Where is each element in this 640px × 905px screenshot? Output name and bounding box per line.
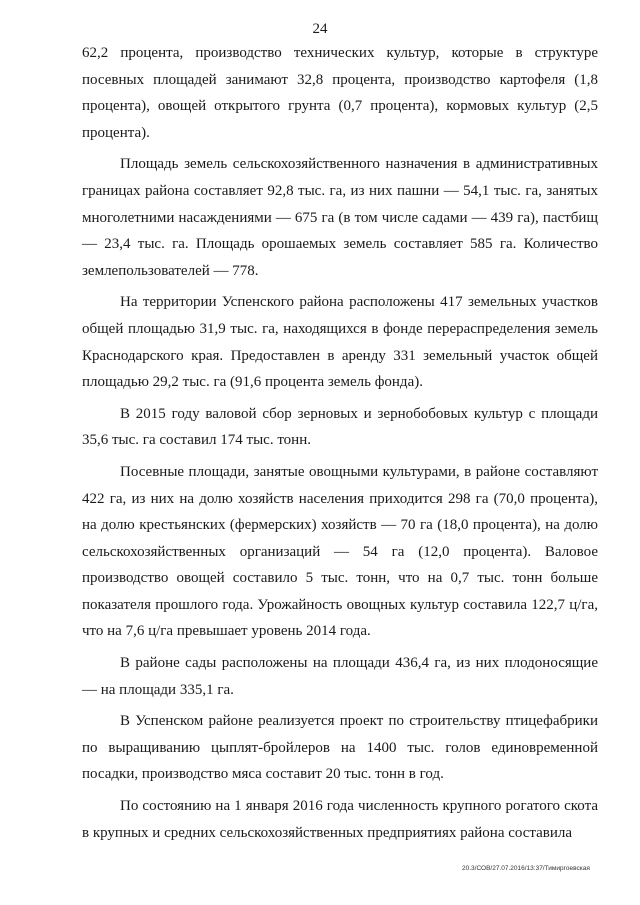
paragraph-grain-harvest: В 2015 году валовой сбор зерновых и зернобобовых культур с площади 35,6 тыс. га составил 174 тыс. тонн. xyxy=(82,405,598,449)
paragraph-poultry-project: В Успенском районе реализуется проект по строительству птицефабрики по выращиванию цыплят-бройлеров на 1400 тыс. голов единовременной посадки, производство мяса составит 20 тыс. тонн в год. xyxy=(82,713,598,783)
page-number: 24 xyxy=(312,21,328,37)
paragraph-vegetables: Посевные площади, занятые овощными культурами, в районе составляют 422 га, из них на долю хозяйств населения приходится 298 га (70,0 процента), на долю крестьянских (фермерских) хозяйств — 70 га (18,0 процента), на долю сельскохозяйственных организаций — 54 га (12,0 процента). Валовое производство овощей составило 5 тыс. тонн, что на 0,7 тыс. тонн больше показателя прошлого года. Урожайность овощных культур составила 122,7 ц/га, что на 7,6 ц/га превышает уровень 2014 года. xyxy=(82,463,598,640)
paragraph-orchards: В районе сады расположены на площади 436,4 га, из них плодоносящие — на площади 335,1 га. xyxy=(82,655,598,698)
paragraph-cattle: По состоянию на 1 января 2016 года численность крупного рогатого скота в крупных и средних сельскохозяйственных предприятиях района составила xyxy=(82,798,598,841)
paragraph-land-plots: На территории Успенского района расположены 417 земельных участков общей площадью 31,9 тыс. га, находящихся в фонде перераспределения земель Краснодарского края. Предоставлен в аренду 331 земельный участок общей площадью 29,2 тыс. га (91,6 процента земель фонда). xyxy=(82,294,598,391)
paragraph-land-area: Площадь земель сельскохозяйственного назначения в административных границах района составляет 92,8 тыс. га, из них пашни — 54,1 тыс. га, занятых многолетними насаждениями — 675 га (в том числе садами — 439 га), пастбищ — 23,4 тыс. га. Площадь орошаемых земель составляет 585 га. Количество землепользователей — 778. xyxy=(82,156,598,279)
document-body xyxy=(82,40,598,846)
footer-document-code: 20.3/СОВ/27.07.2016/13:37/Тимиргоевская xyxy=(462,865,590,872)
paragraph-continuation: 62,2 процента, производство технических культур, которые в структуре посевных площадей занимают 32,8 процента, производство картофеля (1,8 процента), овощей открытого грунта (0,7 процента), кормовых культур (2,5 процента). xyxy=(82,45,598,141)
